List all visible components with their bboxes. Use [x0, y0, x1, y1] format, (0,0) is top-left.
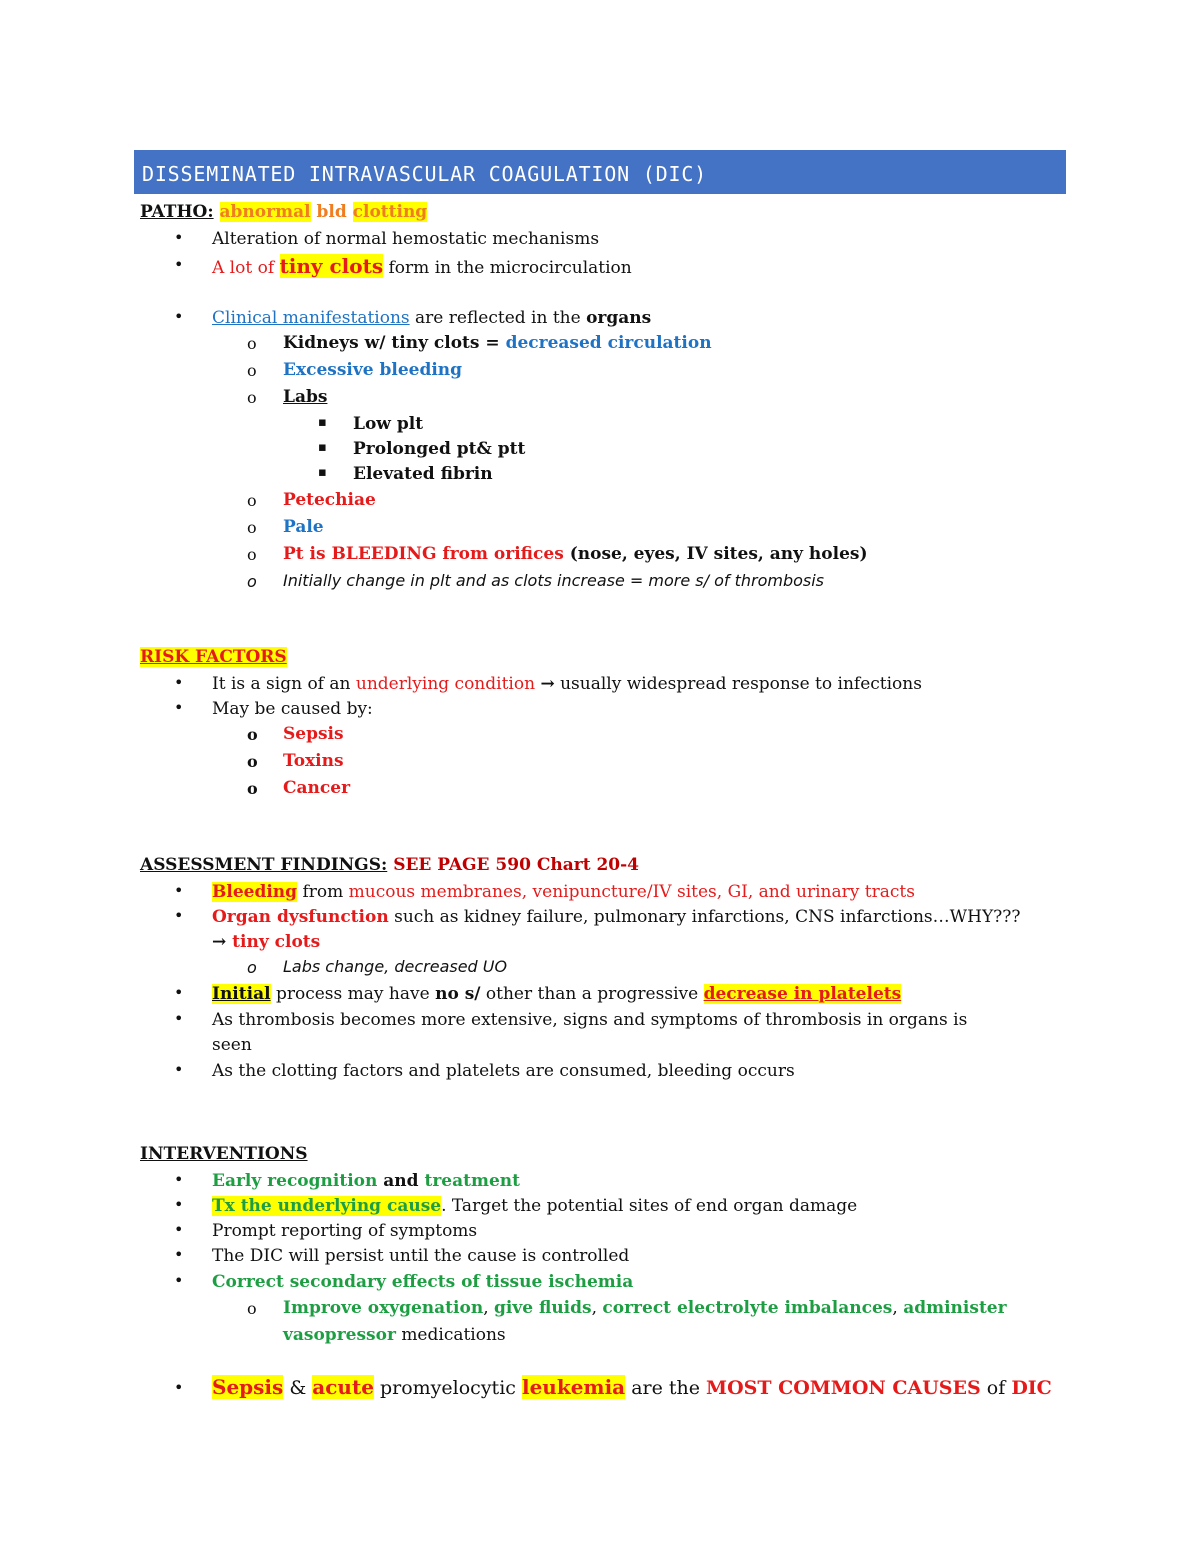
item-text: Improve oxygenation — [283, 1298, 484, 1318]
patho-text-2: bld — [316, 202, 347, 222]
item-text: Correct secondary effects of tissue ischemia — [212, 1272, 634, 1292]
item-text: Initial — [212, 984, 271, 1004]
list-item — [212, 983, 901, 1005]
list-item — [353, 438, 525, 460]
bullet-marker: • — [174, 1220, 184, 1239]
bullet-marker: • — [174, 1009, 184, 1028]
bullet-marker: o — [247, 1299, 257, 1318]
item-text: seen — [212, 1035, 252, 1055]
list-item — [283, 1297, 1007, 1319]
item-text: Bleeding — [212, 882, 298, 902]
patho-text-3: clotting — [352, 202, 428, 222]
interventions-heading — [140, 1144, 308, 1164]
item-text: tiny clots — [279, 254, 384, 278]
bullet-marker: • — [174, 1060, 184, 1079]
list-item — [212, 1009, 967, 1031]
item-text: , — [483, 1298, 489, 1318]
bullet-marker: • — [174, 228, 184, 247]
patho-heading — [140, 202, 427, 222]
bullet-marker: o — [247, 388, 257, 407]
item-text: decreased circulation — [505, 333, 712, 353]
item-text: As thrombosis becomes more extensive, signs and symptoms of thrombosis in organs is — [212, 1010, 968, 1030]
item-text: Prolonged pt& ptt — [353, 439, 526, 459]
list-item — [283, 359, 462, 381]
list-item — [283, 777, 350, 799]
item-text: are the — [631, 1377, 700, 1399]
list-item — [283, 386, 327, 408]
list-item — [212, 906, 1021, 928]
item-text: give fluids — [494, 1298, 592, 1318]
bullet-marker: • — [174, 1170, 184, 1189]
item-text: As the clotting factors and platelets are consumed, bleeding occurs — [212, 1061, 795, 1081]
item-text: It is a sign of an — [212, 674, 351, 694]
item-text: from — [302, 882, 344, 902]
list-item-continuation — [212, 1034, 252, 1056]
item-text: Organ dysfunction — [212, 907, 389, 927]
item-text: Cancer — [283, 778, 351, 798]
bullet-marker: o — [247, 725, 258, 744]
item-text: are reflected in the — [415, 308, 581, 328]
item-text: Sepsis — [283, 724, 344, 744]
item-text: , — [591, 1298, 597, 1318]
item-text: Toxins — [283, 751, 344, 771]
interventions-label: INTERVENTIONS — [140, 1144, 308, 1164]
bullet-marker: o — [247, 518, 257, 537]
item-text: (nose, eyes, IV sites, any holes) — [569, 544, 868, 564]
list-item — [283, 956, 507, 978]
list-item — [212, 228, 599, 250]
list-item — [212, 673, 922, 695]
bullet-marker: • — [174, 698, 184, 717]
item-text: treatment — [424, 1171, 520, 1191]
item-text: . Target the potential sites of end organ damage — [441, 1196, 858, 1216]
item-text: , — [892, 1298, 898, 1318]
item-text: Petechiae — [283, 490, 376, 510]
bullet-marker: o — [247, 545, 257, 564]
title-bar — [134, 150, 1066, 194]
list-item — [212, 1195, 857, 1217]
arrow-icon: → — [212, 932, 227, 952]
item-text: of — [986, 1377, 1006, 1399]
item-text: decrease in platelets — [703, 984, 902, 1004]
assessment-heading — [140, 855, 639, 875]
patho-text-1: abnormal — [219, 202, 311, 222]
item-text: usually widespread response to infections — [560, 674, 922, 694]
list-item — [212, 1375, 1052, 1400]
bullet-marker: o — [247, 334, 257, 353]
list-item-continuation — [212, 931, 320, 953]
item-text: Clinical manifestations — [212, 308, 410, 328]
item-text: May be caused by: — [212, 699, 373, 719]
item-text: The DIC will persist until the cause is controlled — [212, 1246, 630, 1266]
page-title: DISSEMINATED INTRAVASCULAR COAGULATION (DIC) — [142, 162, 708, 186]
risk-label: RISK FACTORS — [140, 647, 287, 667]
item-text: Low plt — [353, 414, 424, 434]
assessment-label: ASSESSMENT FINDINGS: — [140, 855, 388, 875]
item-text: promyelocytic — [379, 1377, 516, 1399]
item-text: medications — [401, 1325, 506, 1345]
bullet-marker: • — [174, 255, 184, 274]
item-text: administer — [903, 1298, 1007, 1318]
bullet-marker: • — [174, 983, 184, 1002]
bullet-marker: o — [247, 491, 257, 510]
list-item — [212, 1220, 477, 1242]
item-text: and — [383, 1171, 419, 1191]
list-item — [283, 750, 344, 772]
bullet-marker: • — [174, 673, 184, 692]
bullet-marker: o — [247, 779, 258, 798]
bullet-marker: • — [174, 1245, 184, 1264]
list-item — [212, 255, 632, 279]
item-text: Excessive bleeding — [283, 360, 463, 380]
list-item — [212, 1271, 633, 1293]
item-text: Labs change, decreased UO — [283, 957, 508, 976]
list-item — [283, 332, 712, 354]
item-text: no s/ — [435, 984, 481, 1004]
item-text: MOST COMMON CAUSES — [706, 1377, 981, 1399]
bullet-marker: • — [174, 906, 184, 925]
arrow-icon: → — [540, 674, 555, 694]
item-text: Elevated fibrin — [353, 464, 493, 484]
list-item — [283, 723, 344, 745]
item-text: Pale — [283, 517, 324, 537]
item-text: & — [289, 1377, 307, 1399]
item-text: organs — [586, 308, 652, 328]
item-text: acute — [312, 1375, 374, 1399]
assessment-ref: SEE PAGE 590 Chart 20-4 — [393, 855, 640, 875]
bullet-marker: • — [174, 307, 184, 326]
list-item — [212, 1060, 795, 1082]
item-text: vasopressor — [283, 1325, 396, 1345]
list-item-continuation — [283, 1324, 506, 1346]
bullet-marker: ▪ — [318, 465, 327, 480]
item-text: Tx the underlying cause — [212, 1196, 442, 1216]
list-item — [212, 881, 915, 903]
item-text: Initially change in plt and as clots increase = more s/ of thrombosis — [283, 571, 825, 590]
item-text: process may have — [275, 984, 430, 1004]
item-text: A lot of — [212, 258, 275, 278]
bullet-marker: o — [247, 572, 257, 591]
bullet-marker: ▪ — [318, 440, 327, 455]
list-item — [212, 307, 651, 329]
list-item — [283, 570, 824, 592]
item-text: Pt is BLEEDING from orifices — [283, 544, 564, 564]
item-text: underlying condition — [355, 674, 536, 694]
item-text: Early recognition — [212, 1171, 378, 1191]
item-text: other than a progressive — [485, 984, 699, 1004]
bullet-marker: • — [174, 1271, 184, 1290]
item-text: Sepsis — [212, 1375, 284, 1399]
bullet-marker: • — [174, 1378, 184, 1397]
list-item — [283, 489, 376, 511]
list-item — [283, 543, 868, 565]
item-text: Prompt reporting of symptoms — [212, 1221, 478, 1241]
bullet-marker: o — [247, 361, 257, 380]
item-text: Alteration of normal hemostatic mechanisms — [212, 229, 600, 249]
list-item — [283, 516, 324, 538]
list-item — [353, 463, 493, 485]
item-text: mucous membranes, venipuncture/IV sites, GI, and urinary tracts — [348, 882, 915, 902]
bullet-marker: o — [247, 958, 257, 977]
item-text: such as kidney failure, pulmonary infarctions, CNS infarctions…WHY??? — [394, 907, 1021, 927]
bullet-marker: o — [247, 752, 258, 771]
list-item — [212, 698, 373, 720]
bullet-marker: • — [174, 1195, 184, 1214]
item-text: Labs — [283, 387, 328, 407]
item-text: correct electrolyte imbalances — [602, 1298, 893, 1318]
item-text: leukemia — [521, 1375, 626, 1399]
list-item — [212, 1245, 629, 1267]
item-text: DIC — [1011, 1377, 1052, 1399]
bullet-marker: ▪ — [318, 415, 327, 430]
list-item — [212, 1170, 520, 1192]
list-item — [353, 413, 423, 435]
patho-label: PATHO: — [140, 202, 214, 222]
item-text: Kidneys w/ tiny clots = — [283, 333, 500, 353]
risk-heading — [140, 647, 287, 667]
bullet-marker: • — [174, 881, 184, 900]
item-text: tiny clots — [232, 932, 321, 952]
item-text: form in the microcirculation — [388, 258, 632, 278]
